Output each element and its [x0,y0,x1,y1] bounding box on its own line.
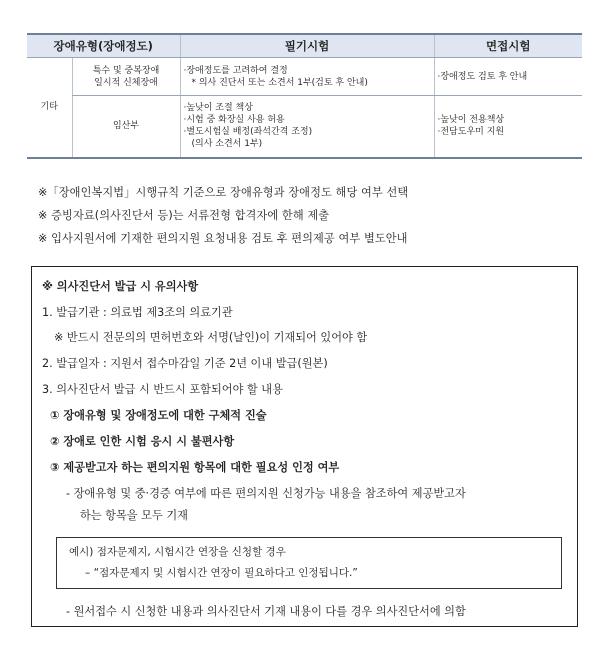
item-issue-date: 2. 발급일자 : 지원서 접수마감일 기준 2년 이내 발급(원본) [42,357,328,370]
example-body: – “점자문제지 및 시험시간 연장이 필요하다고 인정됩니다.” [85,567,358,579]
note-evidence: ※ 증빙자료(의사진단서 등)는 서류전형 합격자에 한해 제출 [38,209,330,222]
type-line: 임산부 [112,121,140,132]
interview-cell [434,96,582,158]
dash-item-line1: - 장애유형 및 중·경증 여부에 따른 편의지원 신청가능 내용을 참조하여 제공받고자 [66,487,466,500]
table-header-row [27,34,582,58]
written-cell [180,58,434,96]
written-line: ·높낮이 조절 책상 [183,103,253,114]
table-row [27,58,582,96]
type-line: 일시적 신체장애 [94,77,158,88]
interview-line: ·높낮이 전용책상 [437,115,505,126]
table-row [27,96,582,158]
interview-cell [434,58,582,96]
written-line: (의사 소견서 1부) [191,139,263,150]
sub-item-inconvenience: ② 장애로 인한 시험 응시 시 불편사항 [50,435,235,448]
type-cell [72,96,180,158]
note-law: ※「장애인복지법」시행규칙 기준으로 장애유형과 장애정도 해당 여부 선택 [38,186,409,199]
written-line: ·시험 중 화장실 사용 허용 [183,115,285,126]
item-required-content: 3. 의사진단서 발급 시 반드시 포함되어야 할 내용 [42,383,283,396]
example-box [56,537,562,589]
written-cell [180,96,434,158]
box-title: ※ 의사진단서 발급 시 유의사항 [42,280,199,293]
note-review: ※ 입사지원서에 기재한 편의지원 요청내용 검토 후 편의제공 여부 별도안내 [38,232,408,245]
type-cell [72,58,180,96]
header-interview: 면접시험 [434,34,582,58]
header-written-exam: 필기시험 [180,34,434,58]
written-line: * 의사 진단서 또는 소견서 1부(검토 후 안내) [191,77,368,88]
group-label: 기타 [27,58,72,158]
written-line: ·별도시험실 배정(좌석간격 조정) [183,127,313,138]
header-disability-type: 장애유형(장애정도) [27,34,180,58]
example-title: 예시) 점자문제지, 시험시간 연장을 신청할 경우 [69,546,286,558]
item-issuing-institution: 1. 발급기관 : 의료법 제3조의 의료기관 [42,306,233,319]
type-line: 특수 및 중복장애 [92,65,160,76]
medical-certificate-notice-box [31,266,578,627]
written-line: ·장애정도를 고려하여 결정 [183,65,288,76]
sub-item-necessity: ③ 제공받고자 하는 편의지원 항목에 대한 필요성 인정 여부 [50,461,340,474]
dash-item-discrepancy: - 원서접수 시 신청한 내용과 의사진단서 기재 내용이 다를 경우 의사진단서에 의함 [66,605,466,618]
sub-item-type-statement: ① 장애유형 및 장애정도에 대한 구체적 진술 [50,409,267,422]
interview-line: ·전담도우미 지원 [437,127,505,138]
interview-line: ·장애정도 검토 후 안내 [437,71,528,82]
dash-item-line2: 하는 항목을 모두 기재 [80,509,188,522]
accommodation-table [27,33,582,159]
item-issuing-note: ※ 반드시 전문의의 면허번호와 서명(날인)이 기재되어 있어야 함 [54,331,368,344]
